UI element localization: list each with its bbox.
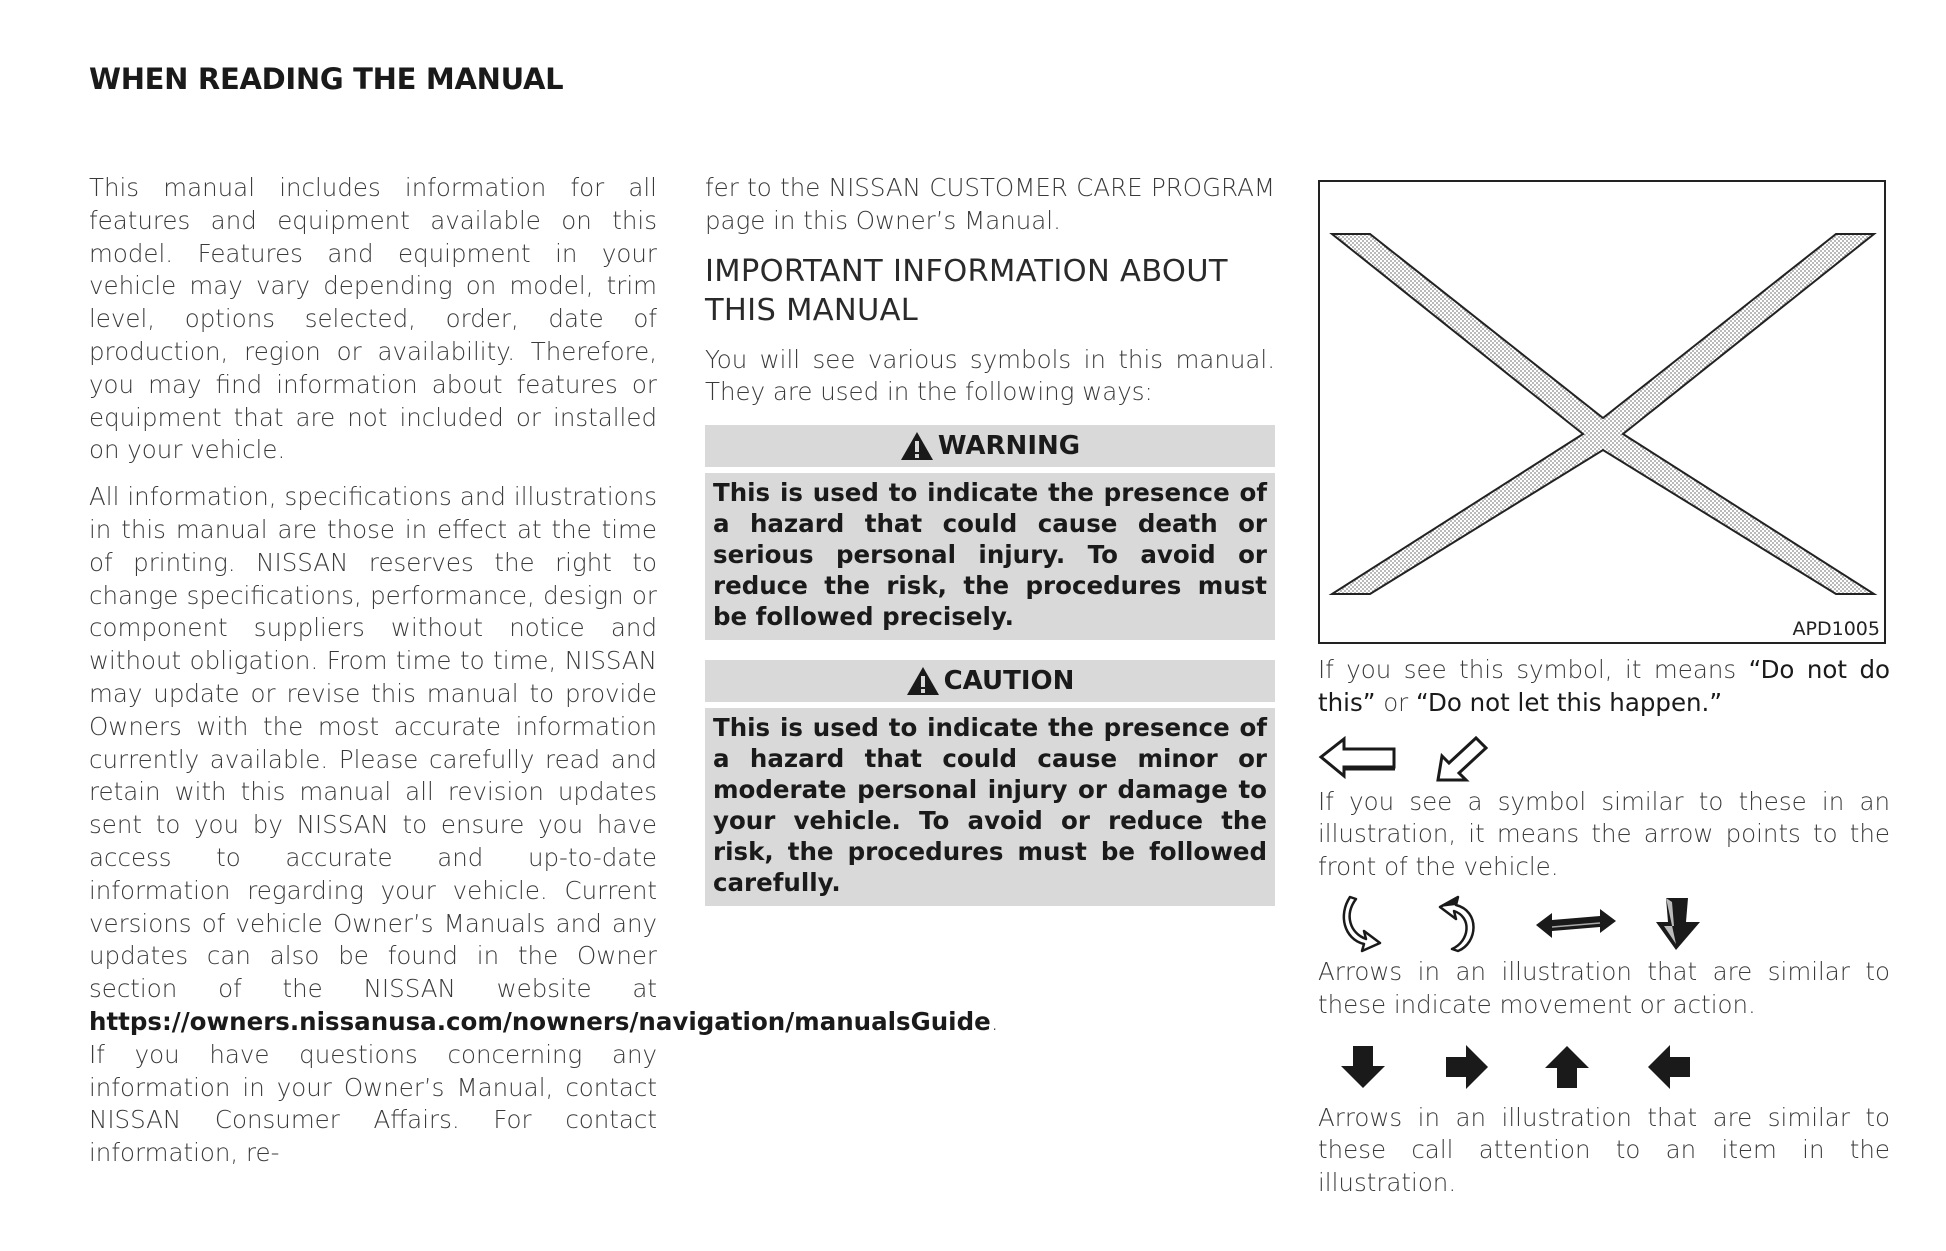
down-arrow-3d-icon bbox=[1654, 896, 1704, 952]
specifications-text: All information, specifications and illustrations in this manual are those in effect at the time of printing. NISSAN reserves the right to change specifications, performance, design or component suppliers without notice and without obligation. From time to time, NISSAN may update or revise this manual to provide Owners with the most accurate information currently available. Please carefully read and retain with this manual all revision updates sent to you by NISSAN to ensure you have access to accurate and up-to-date information regarding your vehicle. Current versions of vehicle Owner’s Manuals and any updates can also be found in the Owner section of the NISSAN website at bbox=[89, 482, 657, 1004]
warning-header bbox=[705, 425, 1275, 467]
attention-arrows-caption: Arrows in an illustration that are similar to these call attention to an item in the illustration. bbox=[1318, 1102, 1890, 1198]
x-symbol-figure bbox=[1318, 180, 1886, 644]
hollow-left-arrow-icon bbox=[1318, 735, 1398, 781]
hollow-diagonal-arrow-icon bbox=[1434, 732, 1498, 784]
curved-arrow-light-icon bbox=[1340, 895, 1390, 953]
front-arrows-row bbox=[1318, 730, 1890, 786]
front-arrows-caption: If you see a symbol similar to these in an illustration, it means the arrow points to the front of the vehicle. bbox=[1318, 786, 1890, 882]
do-not-x-icon bbox=[1320, 182, 1884, 642]
caution-header bbox=[705, 660, 1275, 702]
x-caption-do-not-let: “Do not let this happen.” bbox=[1416, 687, 1723, 717]
down-arrow-icon bbox=[1340, 1044, 1386, 1090]
x-caption-prefix: If you see this symbol, it means bbox=[1318, 655, 1749, 684]
x-caption-do-not-do: “Do not do this” bbox=[1318, 655, 1890, 717]
column-3 bbox=[1318, 180, 1890, 1200]
caution-label: CAUTION bbox=[943, 666, 1075, 697]
owners-website-link[interactable]: https://owners.nissanusa.com/nowners/navigation/manualsGuide bbox=[89, 1006, 991, 1036]
up-arrow-icon bbox=[1544, 1044, 1590, 1090]
page-heading: WHEN READING THE MANUAL bbox=[89, 62, 564, 96]
double-headed-arrow-icon bbox=[1534, 907, 1618, 941]
section-title: IMPORTANT INFORMATION ABOUT THIS MANUAL bbox=[705, 253, 1228, 328]
warning-text: This is used to indicate the presence of a hazard that could cause death or serious personal injury. To avoid or reduce the risk, the procedures must be followed precisely. bbox=[705, 473, 1275, 640]
column-2 bbox=[705, 172, 1275, 906]
warning-triangle-icon bbox=[900, 431, 934, 461]
figure-code: APD1005 bbox=[1792, 618, 1880, 640]
left-arrow-icon bbox=[1646, 1044, 1692, 1090]
warning-label: WARNING bbox=[937, 431, 1081, 462]
caution-triangle-icon bbox=[906, 666, 940, 696]
attention-arrows-row bbox=[1318, 1032, 1890, 1102]
movement-arrows-caption: Arrows in an illustration that are similar to these indicate movement or action. bbox=[1318, 956, 1890, 1019]
movement-arrows-row bbox=[1318, 892, 1890, 956]
consumer-affairs-text: . If you have questions concerning any information in your Owner’s Manual, contact NISSAN Consumer Affairs. For contact information, re- bbox=[89, 1006, 999, 1168]
x-caption-or: or bbox=[1375, 687, 1417, 717]
paragraph-features: This manual includes information for all features and equipment available on this model. Features and equipment in your vehicle may vary depending on model, trim level, options selected, order, date of production, region or availability. Therefore, you may find information about features or equipment that are not included or installed on your vehicle. bbox=[89, 173, 657, 465]
x-symbol-caption bbox=[1318, 654, 1890, 720]
curved-arrow-icon bbox=[1434, 895, 1480, 953]
right-arrow-icon bbox=[1444, 1044, 1490, 1090]
caution-text: This is used to indicate the presence of a hazard that could cause minor or moderate personal injury or damage to your vehicle. To avoid or reduce the risk, the procedures must be followed carefully. bbox=[705, 708, 1275, 906]
paragraph-continued: fer to the NISSAN CUSTOMER CARE PROGRAM page in this Owner’s Manual. bbox=[705, 173, 1275, 235]
symbols-intro: You will see various symbols in this manual. They are used in the following ways: bbox=[705, 344, 1275, 407]
